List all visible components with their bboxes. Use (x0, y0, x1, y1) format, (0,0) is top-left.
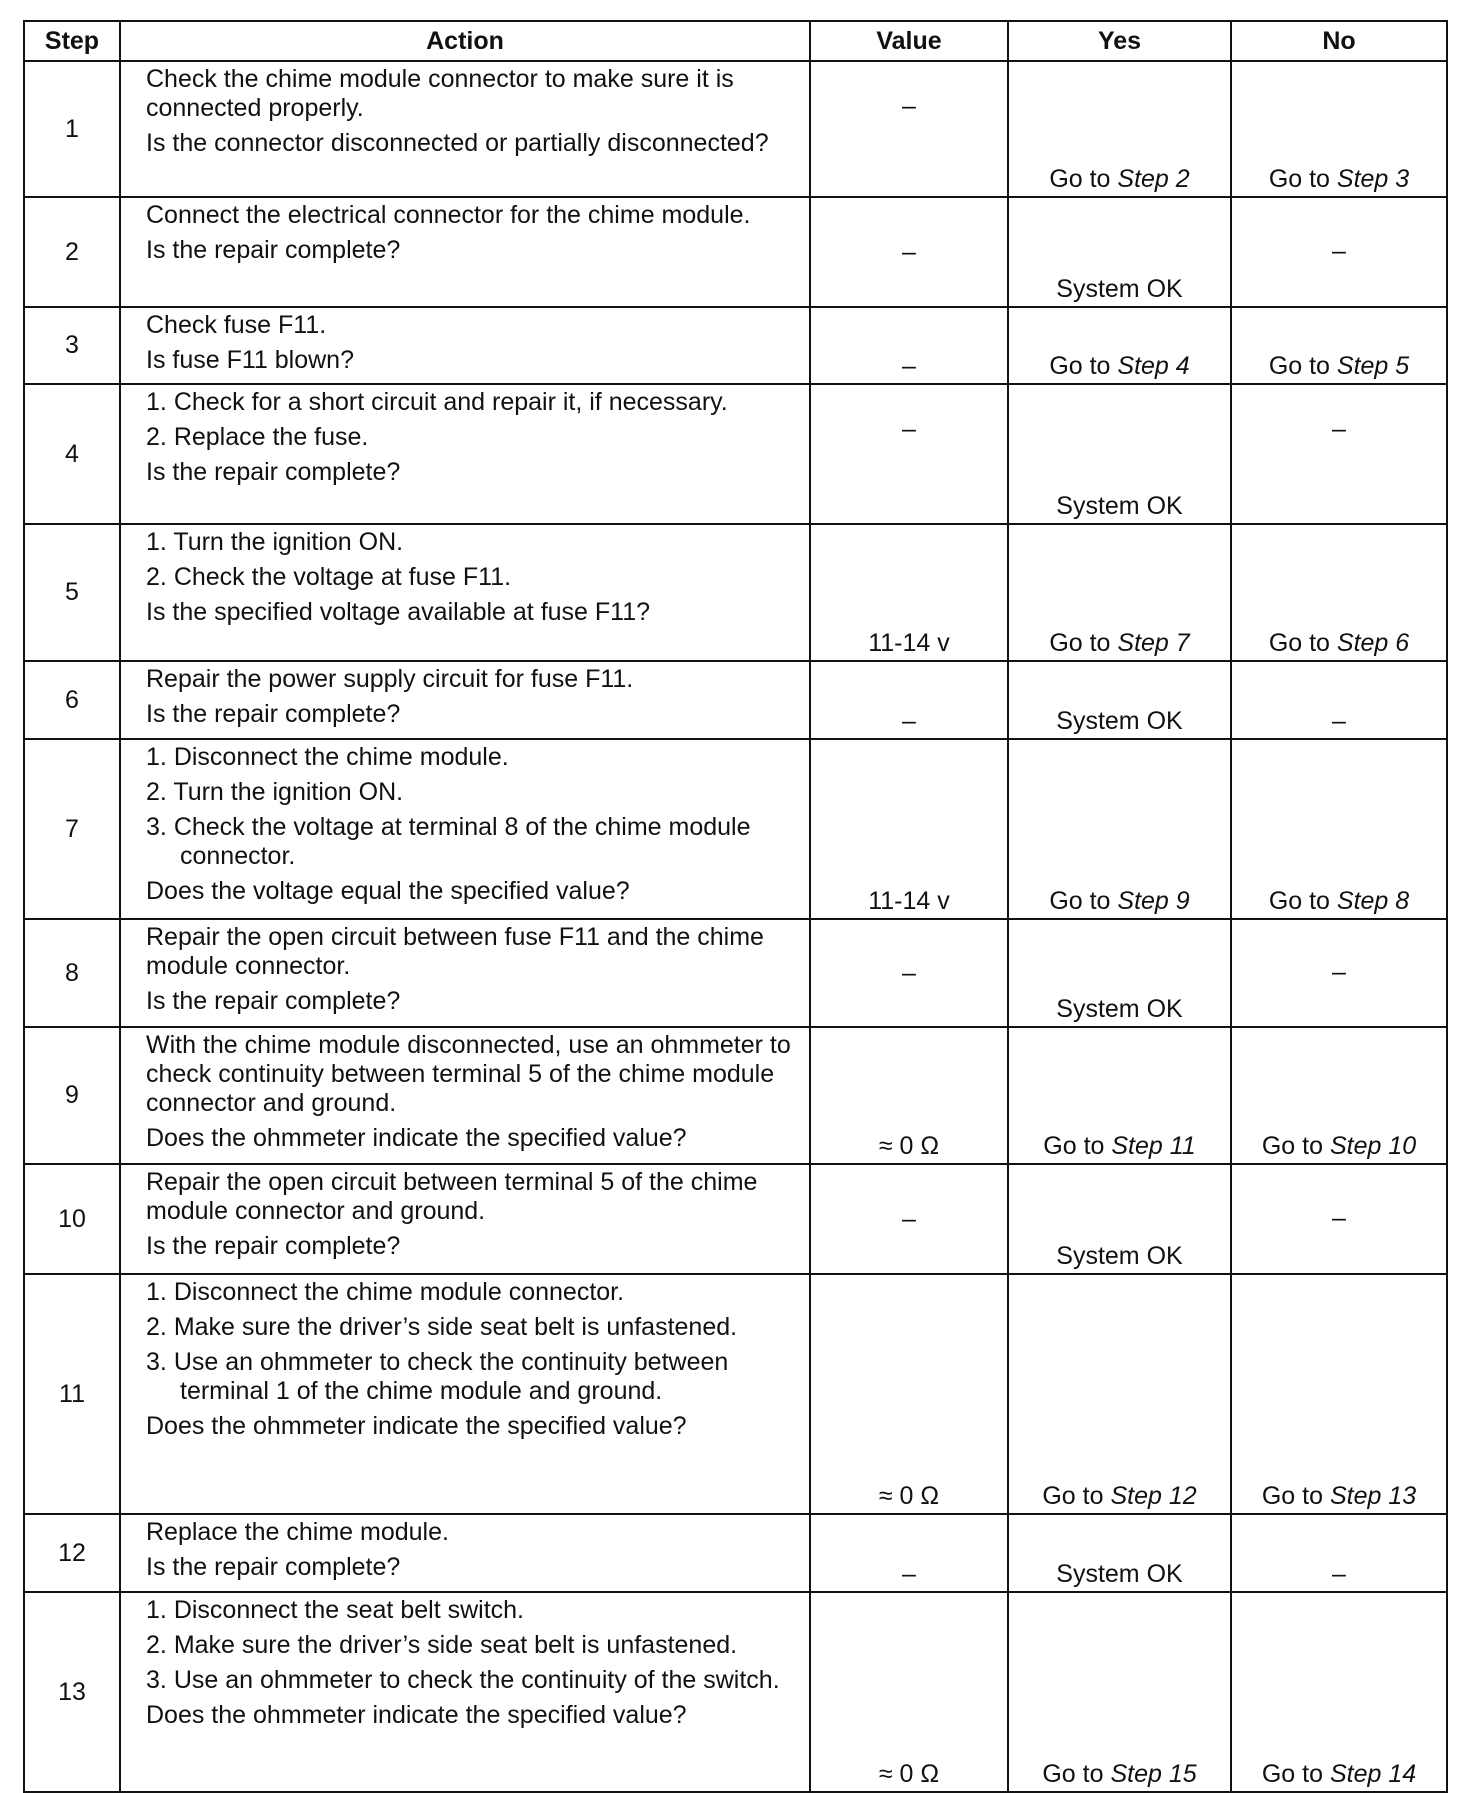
action-text: Is the repair complete? (146, 1553, 401, 1581)
action-cell (120, 307, 810, 384)
table-row (24, 1514, 1447, 1592)
step-number: 11 (24, 1274, 120, 1514)
action-text: Make sure the driver’s side seat belt is unfastened. (173, 1313, 738, 1341)
system-ok-text: System OK (1056, 275, 1183, 303)
goto-prefix: Go to (1261, 1482, 1330, 1510)
action-text: Replace the fuse. (173, 423, 369, 451)
action-question (146, 987, 799, 1016)
action-text: Connect the electrical connector for the chime module. (146, 201, 751, 229)
yes-cell (1008, 1514, 1231, 1592)
action-step-item (146, 743, 799, 772)
action-text: Check the voltage at fuse F11. (173, 563, 512, 591)
action-text: With the chime module disconnected, use an ohmmeter to check continuity between terminal 5 of the chime module connector and ground. (146, 1031, 791, 1117)
item-number: 2. (146, 563, 167, 591)
step-link[interactable]: Step 12 (1110, 1482, 1197, 1510)
value-cell (810, 1514, 1008, 1592)
yes-cell (1008, 1592, 1231, 1792)
action-cell (120, 61, 810, 197)
action-step-item (146, 1313, 799, 1342)
value-cell (810, 1164, 1008, 1274)
step-link[interactable]: Step 10 (1329, 1132, 1417, 1160)
action-cell (120, 1164, 810, 1274)
action-question (146, 129, 799, 158)
action-question (146, 201, 799, 230)
value-text: – (902, 1204, 916, 1233)
value-cell (810, 524, 1008, 661)
table-row (24, 1027, 1447, 1164)
table-row (24, 1592, 1447, 1792)
yes-cell (1008, 739, 1231, 919)
action-text: Disconnect the chime module connector. (173, 1278, 625, 1306)
value-cell (810, 61, 1008, 197)
action-question (146, 1518, 799, 1547)
action-text: Does the ohmmeter indicate the specified value? (146, 1701, 687, 1729)
yes-cell (1008, 1274, 1231, 1514)
table-row (24, 524, 1447, 661)
table-row (24, 1164, 1447, 1274)
step-number: 12 (24, 1514, 120, 1592)
goto-prefix: Go to (1049, 165, 1118, 193)
item-number: 3. (146, 1666, 167, 1694)
no-cell (1231, 919, 1447, 1027)
value-cell (810, 197, 1008, 307)
value-text: ≈ 0 Ω (878, 1760, 940, 1788)
dash-text: – (1332, 1203, 1346, 1232)
step-link[interactable]: Step 9 (1117, 887, 1190, 915)
yes-cell (1008, 1027, 1231, 1164)
item-number: 1. (146, 388, 167, 416)
item-number: 2. (146, 1313, 167, 1341)
item-number: 1. (146, 528, 167, 556)
action-question (146, 65, 799, 123)
yes-cell (1008, 307, 1231, 384)
action-question (146, 598, 799, 627)
table-row (24, 919, 1447, 1027)
item-number: 1. (146, 1596, 167, 1624)
system-ok-text: System OK (1056, 707, 1183, 735)
action-text: Is the repair complete? (146, 236, 401, 264)
action-text: Repair the open circuit between fuse F11 and the chime module connector. (146, 923, 764, 980)
step-link[interactable]: Step 3 (1336, 165, 1410, 193)
table-row (24, 739, 1447, 919)
table-row (24, 61, 1447, 197)
step-number: 5 (24, 524, 120, 661)
table-body (24, 61, 1447, 1792)
action-text: Is the repair complete? (146, 1232, 401, 1260)
action-text: Is the repair complete? (146, 458, 401, 486)
action-text: Check the chime module connector to make sure it is connected properly. (146, 65, 734, 122)
action-cell (120, 197, 810, 307)
table-row (24, 1274, 1447, 1514)
action-question (146, 700, 799, 729)
action-text: Make sure the driver’s side seat belt is unfastened. (173, 1631, 738, 1659)
action-cell (120, 1514, 810, 1592)
table-row (24, 384, 1447, 524)
system-ok-text: System OK (1056, 1560, 1183, 1588)
value-cell (810, 1027, 1008, 1164)
step-link[interactable]: Step 6 (1336, 629, 1410, 657)
goto-prefix: Go to (1268, 887, 1337, 915)
value-cell (810, 307, 1008, 384)
action-question (146, 1232, 799, 1261)
action-text: Disconnect the seat belt switch. (173, 1596, 524, 1624)
diagnostic-table (23, 20, 1448, 1793)
yes-cell (1008, 384, 1231, 524)
action-question (146, 311, 799, 340)
action-question (146, 1412, 799, 1441)
item-number: 3. (146, 813, 167, 841)
action-text: Use an ohmmeter to check the continuity between terminal 1 of the chime module and ground. (173, 1348, 729, 1405)
step-number: 9 (24, 1027, 120, 1164)
value-text: 11-14 v (868, 887, 950, 915)
action-question (146, 1701, 799, 1730)
no-cell (1231, 197, 1447, 307)
action-step-item (146, 528, 799, 557)
header-value: Value (810, 21, 1008, 61)
header-yes: Yes (1008, 21, 1231, 61)
header-action: Action (120, 21, 810, 61)
value-text: – (902, 352, 916, 380)
action-step-item (146, 778, 799, 807)
action-text: Disconnect the chime module. (173, 743, 509, 771)
system-ok-text: System OK (1056, 995, 1183, 1023)
step-link[interactable]: Step 13 (1329, 1482, 1417, 1510)
no-cell (1231, 661, 1447, 739)
action-cell (120, 739, 810, 919)
value-text: – (902, 237, 916, 266)
dash-text: – (1332, 707, 1346, 735)
step-link[interactable]: Step 14 (1329, 1760, 1417, 1788)
value-text: ≈ 0 Ω (878, 1482, 940, 1510)
action-step-item (146, 388, 799, 417)
dash-text: – (1332, 236, 1346, 265)
no-cell (1231, 739, 1447, 919)
action-text: Use an ohmmeter to check the continuity of the switch. (173, 1666, 780, 1694)
goto-prefix: Go to (1049, 887, 1118, 915)
item-number: 1. (146, 743, 167, 771)
table-row (24, 661, 1447, 739)
goto-prefix: Go to (1268, 352, 1337, 380)
no-cell (1231, 1592, 1447, 1792)
step-link[interactable]: Step 4 (1117, 352, 1190, 380)
dash-text: – (1332, 415, 1346, 443)
yes-cell (1008, 919, 1231, 1027)
action-text: Does the ohmmeter indicate the specified value? (146, 1412, 687, 1440)
goto-prefix: Go to (1268, 629, 1337, 657)
value-text: – (902, 958, 916, 987)
value-text: – (902, 1560, 916, 1588)
action-cell (120, 661, 810, 739)
value-cell (810, 1274, 1008, 1514)
value-text: ≈ 0 Ω (878, 1132, 940, 1160)
action-question (146, 236, 799, 265)
step-link[interactable]: Step 5 (1336, 352, 1410, 380)
goto-prefix: Go to (1268, 165, 1337, 193)
step-number: 3 (24, 307, 120, 384)
action-text: Repair the power supply circuit for fuse F11. (146, 665, 634, 693)
action-question (146, 923, 799, 981)
goto-prefix: Go to (1042, 1760, 1111, 1788)
step-number: 13 (24, 1592, 120, 1792)
no-cell (1231, 384, 1447, 524)
step-link[interactable]: Step 2 (1117, 165, 1190, 193)
action-step-item (146, 1666, 799, 1695)
step-number: 2 (24, 197, 120, 307)
step-number: 1 (24, 61, 120, 197)
no-cell (1231, 1514, 1447, 1592)
action-cell (120, 919, 810, 1027)
item-number: 2. (146, 423, 167, 451)
step-number: 10 (24, 1164, 120, 1274)
goto-prefix: Go to (1049, 629, 1118, 657)
action-text: Turn the ignition ON. (173, 778, 404, 806)
action-text: Is the repair complete? (146, 987, 401, 1015)
dash-text: – (1332, 957, 1346, 986)
no-cell (1231, 1164, 1447, 1274)
action-step-item (146, 1348, 799, 1406)
action-text: Is the specified voltage available at fuse F11? (146, 598, 651, 626)
action-question (146, 346, 799, 375)
yes-cell (1008, 661, 1231, 739)
action-question (146, 1031, 799, 1118)
step-number: 7 (24, 739, 120, 919)
yes-cell (1008, 61, 1231, 197)
system-ok-text: System OK (1056, 1242, 1183, 1270)
action-text: Replace the chime module. (146, 1518, 449, 1546)
action-cell (120, 1274, 810, 1514)
header-no: No (1231, 21, 1447, 61)
no-cell (1231, 1027, 1447, 1164)
no-cell (1231, 1274, 1447, 1514)
table-header (24, 21, 1447, 61)
header-row (24, 21, 1447, 61)
yes-cell (1008, 197, 1231, 307)
goto-prefix: Go to (1261, 1132, 1330, 1160)
action-text: Is the connector disconnected or partially disconnected? (146, 129, 769, 157)
action-question (146, 458, 799, 487)
action-text: Repair the open circuit between terminal 5 of the chime module connector and ground. (146, 1168, 758, 1225)
header-step: Step (24, 21, 120, 61)
action-question (146, 1553, 799, 1582)
action-text: Does the ohmmeter indicate the specified value? (146, 1124, 687, 1152)
action-question (146, 665, 799, 694)
no-cell (1231, 61, 1447, 197)
action-cell (120, 384, 810, 524)
step-number: 4 (24, 384, 120, 524)
action-question (146, 1168, 799, 1226)
step-link[interactable]: Step 8 (1336, 887, 1410, 915)
action-text: Turn the ignition ON. (173, 528, 404, 556)
item-number: 2. (146, 778, 167, 806)
no-cell (1231, 524, 1447, 661)
action-cell (120, 1592, 810, 1792)
action-text: Does the voltage equal the specified value? (146, 877, 630, 905)
item-number: 1. (146, 1278, 167, 1306)
value-cell (810, 919, 1008, 1027)
yes-cell (1008, 524, 1231, 661)
value-cell (810, 384, 1008, 524)
action-step-item (146, 1596, 799, 1625)
table-row (24, 307, 1447, 384)
item-number: 2. (146, 1631, 167, 1659)
action-step-item (146, 423, 799, 452)
no-cell (1231, 307, 1447, 384)
value-text: – (902, 415, 916, 443)
action-step-item (146, 1278, 799, 1307)
step-link[interactable]: Step 11 (1111, 1132, 1196, 1160)
goto-prefix: Go to (1043, 1132, 1112, 1160)
action-text: Is fuse F11 blown? (146, 346, 354, 374)
value-cell (810, 739, 1008, 919)
action-text: Check the voltage at terminal 8 of the chime module connector. (173, 813, 751, 870)
action-text: Check fuse F11. (146, 311, 327, 339)
dash-text: – (1332, 1560, 1346, 1588)
step-number: 8 (24, 919, 120, 1027)
goto-prefix: Go to (1042, 1482, 1111, 1510)
item-number: 3. (146, 1348, 167, 1376)
value-cell (810, 661, 1008, 739)
step-link[interactable]: Step 15 (1110, 1760, 1197, 1788)
goto-prefix: Go to (1049, 352, 1118, 380)
action-cell (120, 1027, 810, 1164)
action-text: Is the repair complete? (146, 700, 401, 728)
system-ok-text: System OK (1056, 492, 1183, 520)
goto-prefix: Go to (1261, 1760, 1330, 1788)
step-number: 6 (24, 661, 120, 739)
value-cell (810, 1592, 1008, 1792)
table-row (24, 197, 1447, 307)
yes-cell (1008, 1164, 1231, 1274)
action-question (146, 877, 799, 906)
action-question (146, 1124, 799, 1153)
action-step-item (146, 813, 799, 871)
action-cell (120, 524, 810, 661)
value-text: – (902, 92, 916, 120)
action-text: Check for a short circuit and repair it, if necessary. (173, 388, 728, 416)
step-link[interactable]: Step 7 (1117, 629, 1190, 657)
action-step-item (146, 563, 799, 592)
value-text: – (902, 707, 916, 735)
action-step-item (146, 1631, 799, 1660)
value-text: 11-14 v (868, 629, 950, 657)
